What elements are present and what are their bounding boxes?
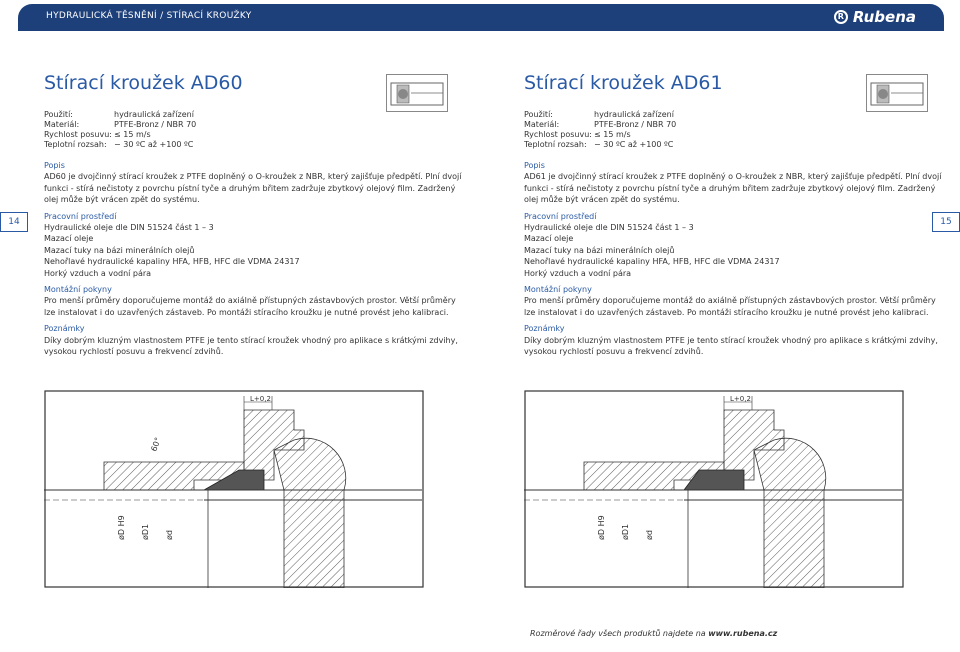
- list-line: Mazací oleje: [44, 234, 94, 244]
- spec-label: Materiál:: [44, 120, 80, 129]
- footer-note: [530, 629, 777, 638]
- content-body: [524, 160, 944, 358]
- dim-rod-label: ød: [645, 530, 654, 540]
- spec-value: hydraulická zařízení: [594, 110, 674, 119]
- section-heading: Poznámky: [524, 324, 565, 334]
- angle-label: 60°: [149, 436, 163, 453]
- dim-outer-label: øD H9: [597, 515, 606, 540]
- list-line: Horký vzduch a vodní pára: [44, 268, 152, 278]
- spec-list: [524, 110, 676, 150]
- dim-rod-label: ød: [165, 530, 174, 540]
- spec-label: Materiál:: [524, 120, 560, 129]
- technical-drawing: [44, 390, 424, 588]
- profile-thumbnail: [866, 74, 928, 112]
- spec-value: − 30 ºC až +100 ºC: [114, 140, 194, 149]
- spec-list: [44, 110, 196, 150]
- dim-mid-label: øD1: [141, 523, 150, 540]
- technical-drawing: [524, 390, 904, 588]
- list-line: Hydraulické oleje dle DIN 51524 část 1 – 3: [44, 223, 214, 233]
- section-text: AD60 je dvojčinný stírací kroužek z PTFE doplněný o O-kroužek z NBR, který zajišťuje předpětí. Plní dvojí funkci - stírá nečistoty z povrchu pístní tyče a druhým břitem zadržuje zbytkový olejový film. Zadržený olej může být vrácen zpět do systému.: [44, 172, 462, 205]
- brand-name: Rubena: [852, 8, 916, 26]
- section-text: Pro menší průměry doporučujeme montáž do axiálně přístupných zástavbových prostor. Větší průměry lze instalovat i do uzavřených zástaveb. Po montáži stíracího kroužku je nutné provést jeho kalibraci.: [524, 296, 936, 317]
- spec-label: Použití:: [44, 110, 73, 119]
- spec-label: Použití:: [524, 110, 553, 119]
- header-bar: [18, 4, 944, 31]
- page-number-left: 14: [0, 212, 28, 232]
- section-heading: Popis: [44, 161, 65, 170]
- list-line: Nehořlavé hydraulické kapaliny HFA, HFB, HFC dle VDMA 24317: [524, 257, 780, 267]
- tolerance-label: L+0,2: [250, 395, 271, 403]
- section-text: Pro menší průměry doporučujeme montáž do axiálně přístupných zástavbových prostor. Větší průměry lze instalovat i do uzavřených zástaveb. Po montáži stíracího kroužku je nutné provést jeho kalibraci.: [44, 296, 456, 317]
- spec-label: Rychlost posuvu:: [524, 130, 592, 139]
- list-line: Mazací tuky na bázi minerálních olejů: [524, 245, 675, 255]
- list-line: Mazací tuky na bázi minerálních olejů: [44, 245, 195, 255]
- list-line: Hydraulické oleje dle DIN 51524 část 1 – 3: [524, 223, 694, 233]
- section-text: Díky dobrým kluzným vlastnostem PTFE je tento stírací kroužek vhodný pro aplikace s krátkými zdvihy, vysokou rychlostí posuvu a frekvencí zdvihů.: [524, 335, 938, 357]
- footer-text: Rozměrové řady všech produktů najdete na: [530, 629, 709, 638]
- content-body: [44, 160, 464, 358]
- section-heading: Montážní pokyny: [44, 285, 112, 295]
- page-title: Stírací kroužek AD61: [524, 72, 723, 94]
- rubena-logo-icon: R: [834, 10, 848, 24]
- section-text: Díky dobrým kluzným vlastnostem PTFE je tento stírací kroužek vhodný pro aplikace s krátkými zdvihy, vysokou rychlostí posuvu a frekvencí zdvihů.: [44, 335, 458, 357]
- spec-value: PTFE-Bronz / NBR 70: [594, 120, 677, 129]
- list-line: Nehořlavé hydraulické kapaliny HFA, HFB, HFC dle VDMA 24317: [44, 257, 300, 267]
- spec-value: ≤ 15 m/s: [114, 130, 151, 139]
- brand-logo[interactable]: [834, 8, 916, 26]
- section-text: AD61 je dvojčinný stírací kroužek z PTFE doplněný o O-kroužek z NBR, který zajišťuje předpětí. Plní dvojí funkci - stírá nečistoty z povrchu pístní tyče a druhým břitem zadržuje zbytkový olejový film. Zadržený olej může být vrácen zpět do systému.: [524, 172, 942, 205]
- section-heading: Montážní pokyny: [524, 285, 592, 295]
- spec-value: PTFE-Bronz / NBR 70: [114, 120, 197, 129]
- spec-value: hydraulická zařízení: [114, 110, 194, 119]
- dim-mid-label: øD1: [621, 523, 630, 540]
- section-heading: Pracovní prostředí: [524, 211, 597, 221]
- section-title: HYDRAULICKÁ TĚSNĚNÍ / STÍRACÍ KROUŽKY: [46, 11, 252, 21]
- page-title: Stírací kroužek AD60: [44, 72, 243, 94]
- spec-label: Teplotní rozsah:: [44, 140, 107, 149]
- dim-outer-label: øD H9: [117, 515, 126, 540]
- list-line: Mazací oleje: [524, 234, 574, 244]
- footer-link[interactable]: www.rubena.cz: [708, 629, 778, 638]
- section-heading: Popis: [524, 161, 545, 170]
- list-line: Horký vzduch a vodní pára: [524, 268, 632, 278]
- section-heading: Poznámky: [44, 324, 85, 334]
- spec-label: Teplotní rozsah:: [524, 140, 587, 149]
- spec-value: − 30 ºC až +100 ºC: [594, 140, 674, 149]
- page-number-right: 15: [932, 212, 960, 232]
- spec-label: Rychlost posuvu:: [44, 130, 112, 139]
- spec-value: ≤ 15 m/s: [594, 130, 631, 139]
- tolerance-label: L+0,2: [730, 395, 751, 403]
- profile-thumbnail: [386, 74, 448, 112]
- section-heading: Pracovní prostředí: [44, 211, 117, 221]
